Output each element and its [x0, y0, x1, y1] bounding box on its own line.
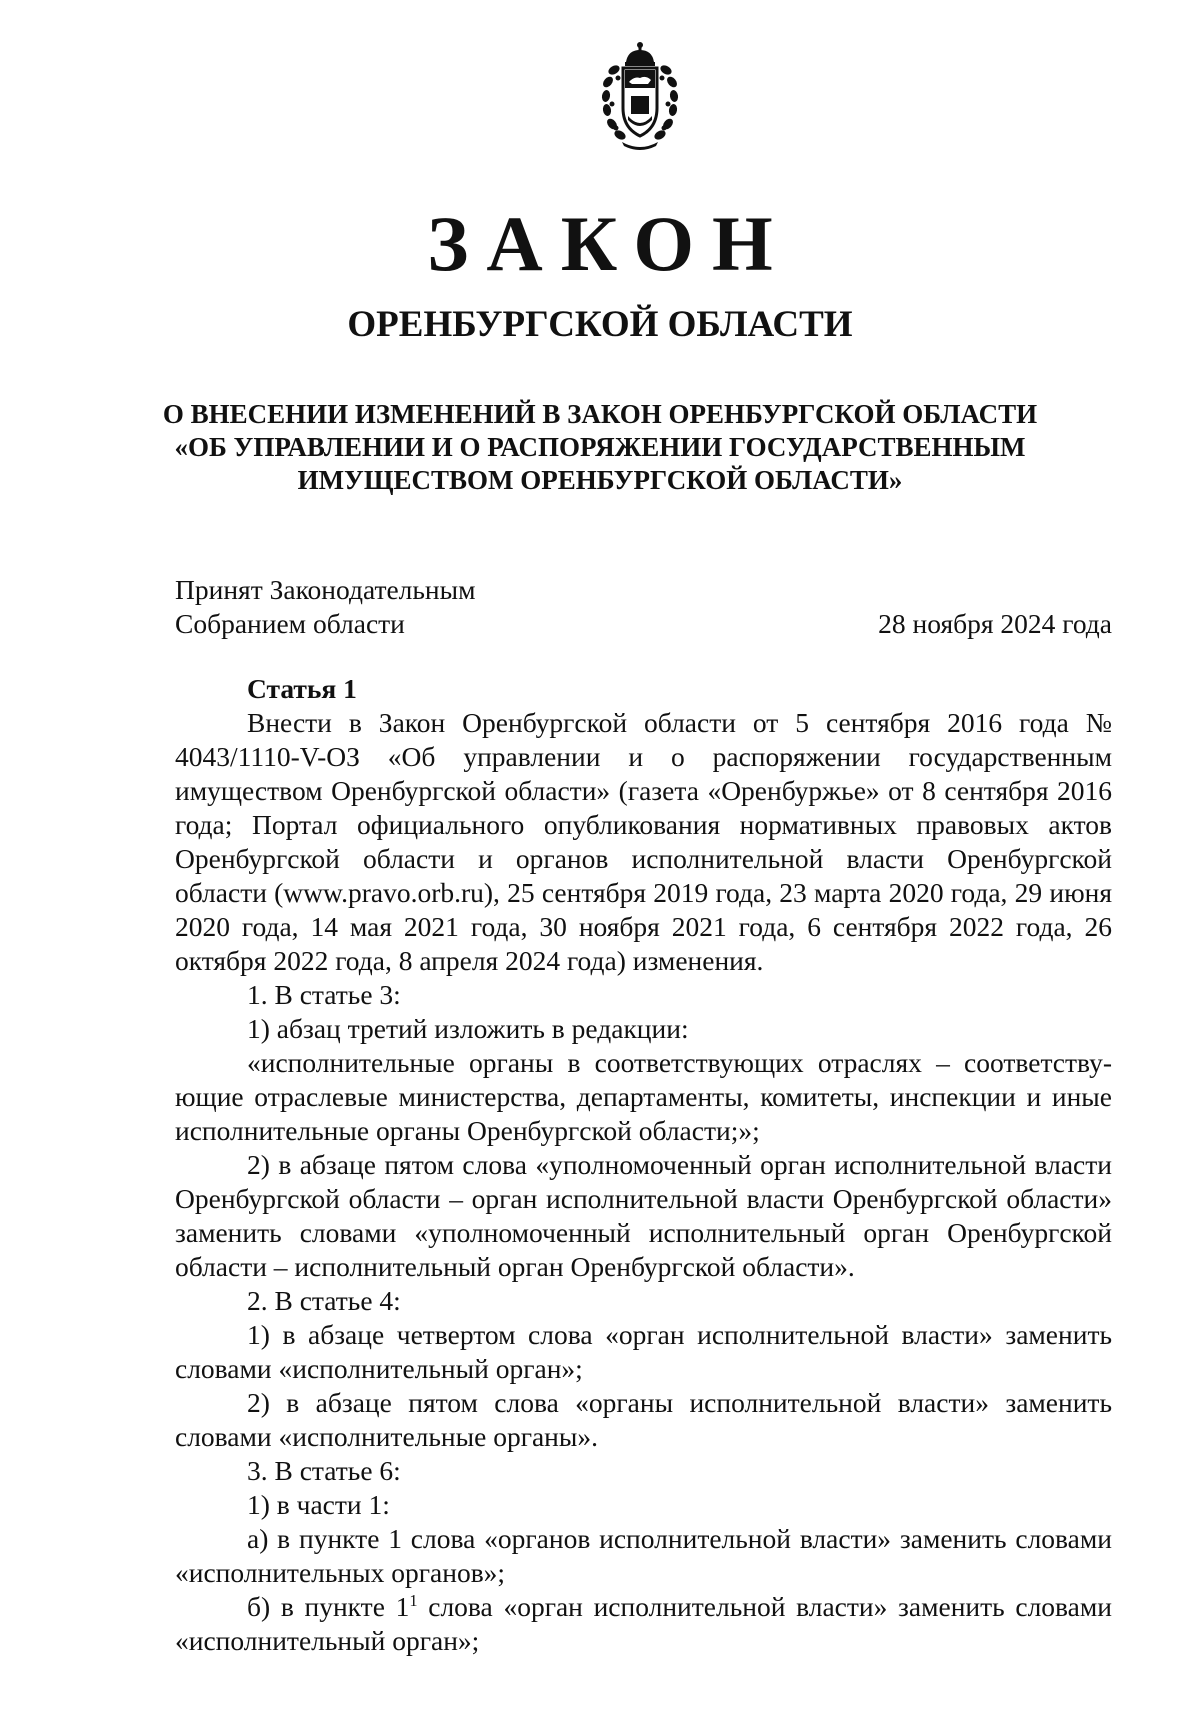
- adoption-line-2: Собранием области: [175, 608, 405, 639]
- article-paragraph: 2) в абзаце пятом слова «уполномоченный орган исполнительной власти Оренбургской области – орган исполнительной власти Оренбургской области» заменить словами «уполномоченный исполнительный орган Оренбургской области – исполнительный орган Оренбургской области».: [175, 1149, 1112, 1282]
- adoption-note: [175, 573, 476, 641]
- adoption-date: 28 ноября 2024 года: [878, 608, 1112, 639]
- article-title: Статья 1: [247, 673, 357, 704]
- article-paragraph: 1. В статье 3:: [247, 979, 401, 1010]
- paragraph-text: слова «орган исполнительной власти» заменить словами «исполнительный орган»;: [175, 1591, 1112, 1656]
- article-paragraph-last: [175, 1590, 1112, 1658]
- paragraph-text: б) в пункте 1: [247, 1591, 410, 1622]
- article-paragraph: 2. В статье 4:: [247, 1285, 401, 1316]
- article-paragraph: а) в пункте 1 слова «органов исполнительной власти» заменить словами «исполнительных органов»;: [175, 1523, 1112, 1588]
- document-subtitle: ОРЕНБУРГСКОЙ ОБЛАСТИ: [347, 304, 853, 345]
- article-paragraph: 3. В статье 6:: [247, 1455, 401, 1486]
- article-paragraph: Внести в Закон Оренбургской области от 5 сентября 2016 года № 4043/1110-V-ОЗ «Об управлении и о распоряжении государственным имуществом Оренбургской области» (газета «Оренбуржье» от 8 сентября 2016 года; Портал официального опубликования нормативных правовых актов Оренбургской области и органов исполнительной власти Оренбургской области (www.pravo.orb.ru), 25 сентября 2019 года, 23 марта 2020 года, 29 июня 2020 года, 14 мая 2021 года, 30 ноября 2021 года, 6 сентября 2022 года, 26 октября 2022 года, 8 апреля 2024 года) изменения.: [175, 707, 1112, 976]
- adoption-line-1: Принят Законодательным: [175, 574, 476, 605]
- article-paragraph: 1) абзац третий изложить в редакции:: [247, 1013, 689, 1044]
- law-heading-line: ИМУЩЕСТВОМ ОРЕНБУРГСКОЙ ОБЛАСТИ»: [297, 465, 903, 495]
- article-body: [175, 672, 1112, 1658]
- article-paragraph: «исполнительные органы в соответствующих отраслях – соответствующие отраслевые министерства, департаменты, комитеты, инспекции и иные исполнительные органы Оренбургской области;»;: [175, 1047, 1112, 1146]
- law-heading-line: О ВНЕСЕНИИ ИЗМЕНЕНИЙ В ЗАКОН ОРЕНБУРГСКОЙ ОБЛАСТИ: [162, 399, 1038, 429]
- article-paragraph: 1) в части 1:: [247, 1489, 390, 1520]
- law-heading: [130, 398, 1070, 497]
- article-paragraph: 1) в абзаце четвертом слова «орган исполнительной власти» заменить словами «исполнительный орган»;: [175, 1319, 1112, 1384]
- orenburg-coat-of-arms-icon: [598, 40, 682, 152]
- law-heading-line: «ОБ УПРАВЛЕНИИ И О РАСПОРЯЖЕНИИ ГОСУДАРСТВЕННЫМ: [174, 432, 1026, 462]
- document-title: ЗАКОН: [427, 200, 791, 287]
- superscript: 1: [409, 1590, 418, 1610]
- article-paragraph: 2) в абзаце пятом слова «органы исполнительной власти» заменить словами «исполнительные органы».: [175, 1387, 1112, 1452]
